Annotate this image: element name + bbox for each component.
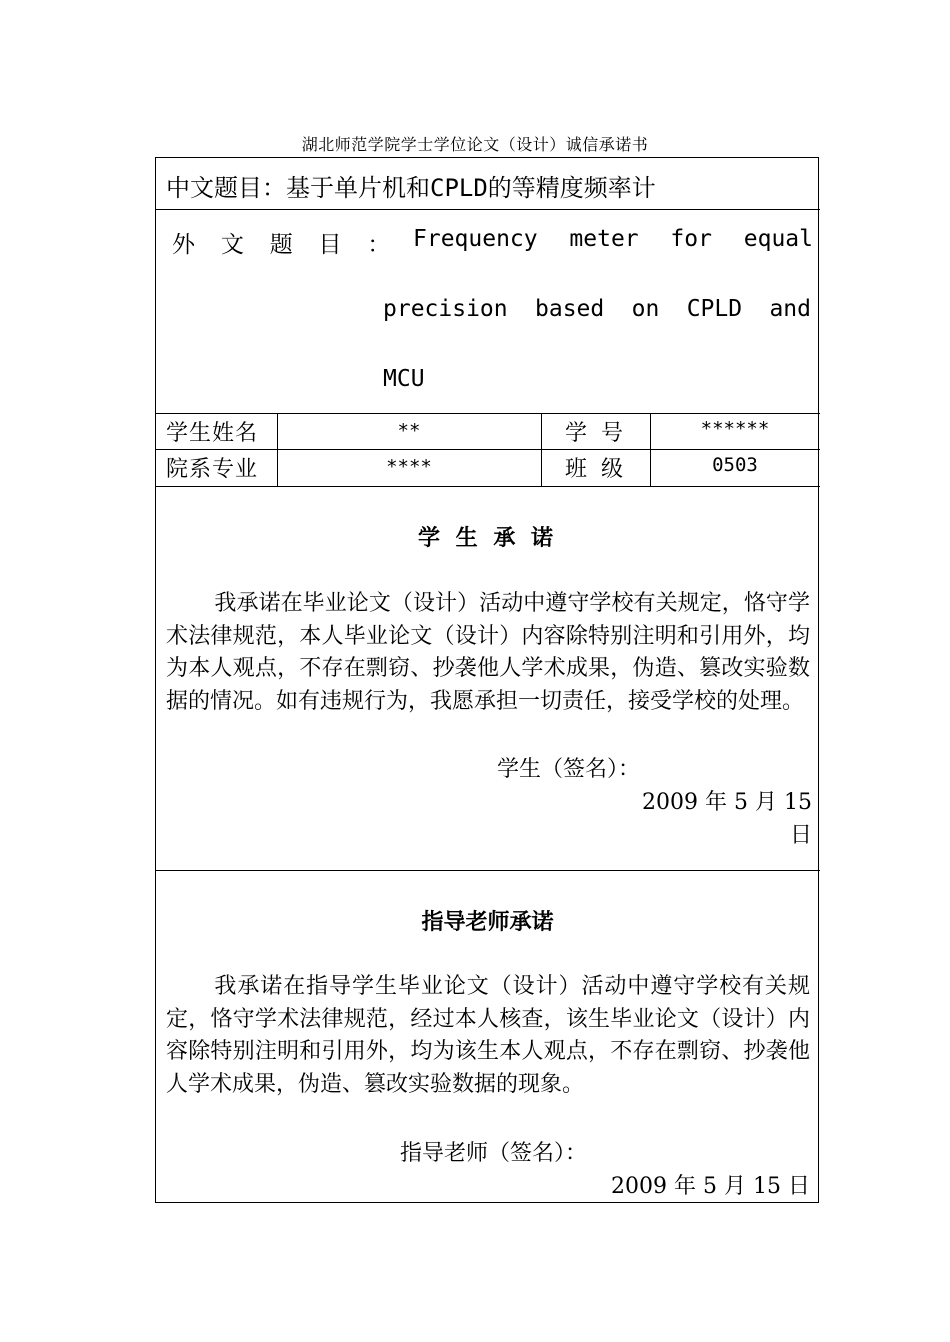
- department-label: 院系专业: [166, 457, 259, 482]
- col-divider: [541, 413, 542, 486]
- advisor-pledge-body: 我承诺在指导学生毕业论文（设计）活动中遵守学校有关规定，恪守学术法律规范，经过本人核查，该生毕业论文（设计）内容除特别注明和引用外，均为该生本人观点，不存在剽窃、抄袭他人学术成果，伪造、篡改实验数据的现象。: [166, 974, 810, 1097]
- english-title-line-2: precision based on CPLD and: [383, 296, 811, 322]
- row-divider: [155, 449, 820, 450]
- english-title-line-1: Frequency meter for equal: [413, 226, 813, 252]
- class-value: 0503: [712, 454, 758, 476]
- advisor-pledge-title: 指导老师承诺: [421, 909, 554, 935]
- student-pledge-body: 我承诺在毕业论文（设计）活动中遵守学校有关规定，恪守学术法律规范，本人毕业论文（设计）内容除特别注明和引用外，均为本人观点，不存在剽窃、抄袭他人学术成果，伪造、篡改实验数据的情况。如有违规行为，我愿承担一切责任，接受学校的处理。: [166, 591, 810, 714]
- row-divider: [155, 486, 820, 487]
- english-title-line-3: MCU: [383, 366, 425, 392]
- class-label: 班 级: [565, 457, 623, 482]
- row-divider: [155, 209, 820, 210]
- student-name-value: **: [397, 420, 421, 442]
- english-title-label: 外 文 题 目 ：: [172, 232, 397, 258]
- student-id-label: 学 号: [565, 421, 623, 446]
- student-pledge-title: 学 生 承 诺: [418, 525, 557, 551]
- student-id-value: ******: [700, 418, 770, 440]
- student-pledge-date-line-2: 日: [789, 823, 812, 848]
- advisor-pledge-date: 2009 年 5 月 15 日: [611, 1174, 810, 1199]
- advisor-signature-label: 指导老师（签名）：: [400, 1141, 588, 1166]
- row-divider: [155, 413, 820, 414]
- row-divider: [155, 870, 820, 871]
- chinese-title-label: 中文题目：: [166, 174, 286, 202]
- student-name-label: 学生姓名: [166, 421, 259, 446]
- department-value: ****: [386, 456, 432, 478]
- chinese-title-row: [166, 168, 656, 203]
- student-pledge-date-line-1: 2009 年 5 月 15: [642, 790, 812, 815]
- page-header: 湖北师范学院学士学位论文（设计）诚信承诺书: [301, 135, 649, 154]
- chinese-title-value: 基于单片机和CPLD的等精度频率计: [286, 174, 656, 202]
- student-signature-label: 学生（签名）：: [497, 757, 641, 782]
